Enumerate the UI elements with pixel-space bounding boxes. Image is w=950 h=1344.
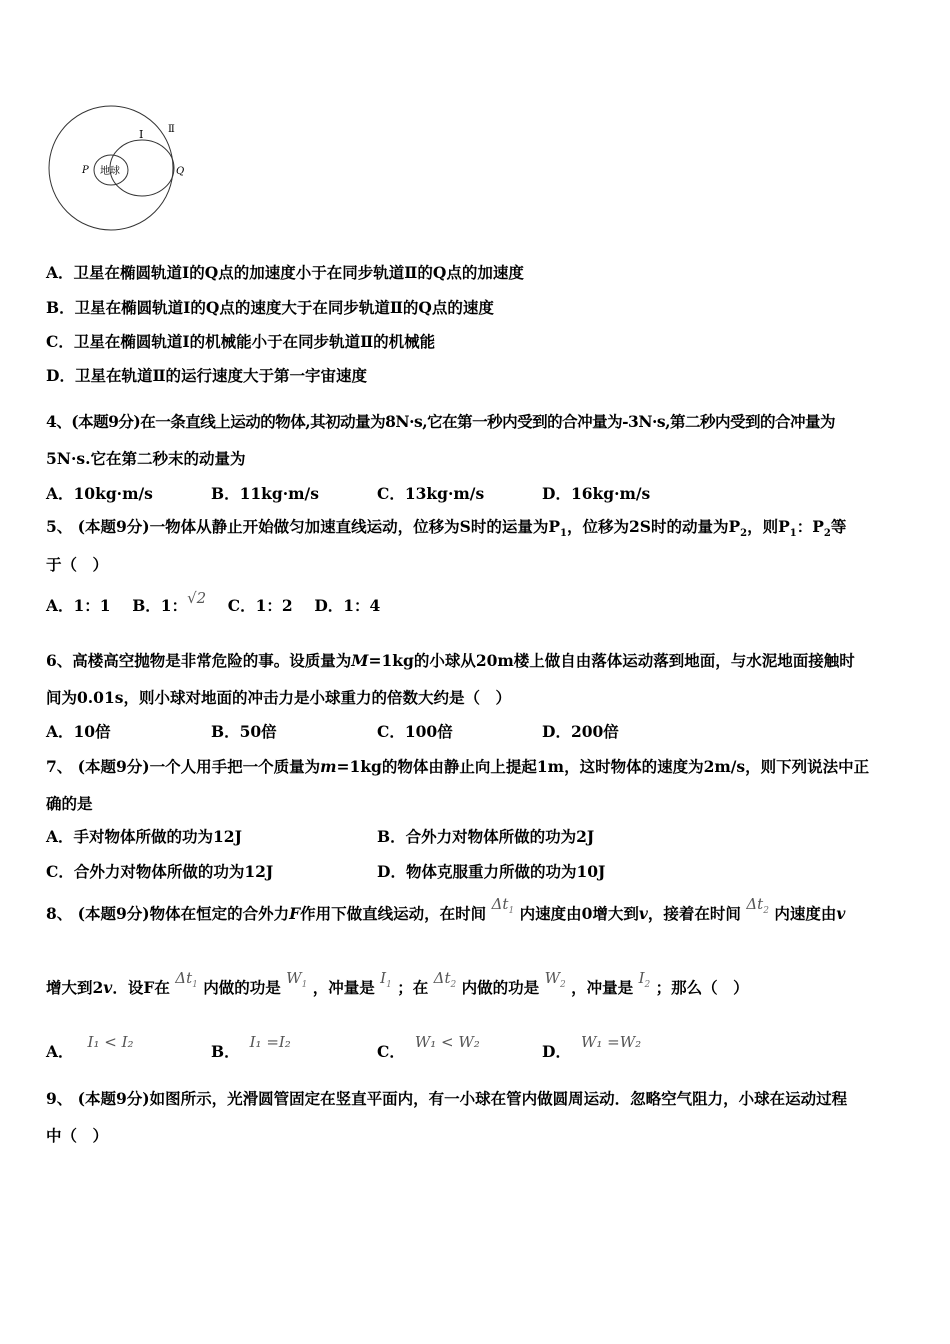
q3-option-b: B．卫星在椭圆轨道Ⅰ的Q点的速度大于在同步轨道Ⅱ的Q点的速度 bbox=[46, 298, 494, 317]
q3-option-c: C．卫星在椭圆轨道Ⅰ的机械能小于在同步轨道Ⅱ的机械能 bbox=[46, 332, 436, 351]
earth-label: 地球 bbox=[100, 166, 120, 177]
q5-option-d: D．1：4 bbox=[314, 596, 381, 615]
q4-stem-line2: 5N·s.它在第二秒末的动量为 bbox=[46, 449, 246, 468]
q9-stem-line2: 中（ ） bbox=[46, 1126, 109, 1145]
q7-stem-line1: 7、 (本题9分)一个人用手把一个质量为m=1kg的物体由静止向上提起1m，这时物体的速度为2m/s，则下列说法中正 bbox=[46, 757, 870, 776]
q3-option-a: A．卫星在椭圆轨道Ⅰ的Q点的加速度小于在同步轨道Ⅱ的Q点的加速度 bbox=[46, 263, 524, 282]
q8-stem-line2: 增大到2v．设F在 $\Delta t_1$ 内做的功是 $W_1$ ，冲量是 $I_1$ ；在 $\Delta t_2$ 内做的功是 $W_2$ ，冲量是 $I_2$ ；那么（ ） bbox=[46, 969, 749, 997]
q6-stem-line2: 间为0.01s，则小球对地面的冲击力是小球重力的倍数大约是（ ） bbox=[46, 688, 511, 707]
label-Q: Q bbox=[176, 166, 185, 177]
q5-option-c: C．1：2 bbox=[227, 596, 293, 615]
q4-stem-line1: 4、(本题9分)在一条直线上运动的物体,其初动量为8N·s,它在第一秒内受到的合冲量为-3N·s,第二秒内受到的合冲量为 bbox=[46, 412, 836, 431]
q4-option-a: A．10kg·m/s bbox=[46, 484, 153, 503]
q7-stem-line2: 确的是 bbox=[46, 794, 93, 813]
q5-options bbox=[46, 589, 381, 616]
q7-option-a: A．手对物体所做的功为12J bbox=[46, 827, 242, 846]
q8-option-b: B． I₁ =I₂ bbox=[211, 1033, 291, 1061]
q8-option-c: C． W₁ < W₂ bbox=[377, 1033, 480, 1061]
label-I: Ⅰ bbox=[139, 128, 144, 141]
q6-stem-line1: 6、高楼高空抛物是非常危险的事。设质量为M=1kg的小球从20m楼上做自由落体运动落到地面，与水泥地面接触时 bbox=[46, 651, 855, 670]
q7-option-b: B．合外力对物体所做的功为2J bbox=[377, 827, 595, 846]
q4-option-b: B．11kg·m/s bbox=[211, 484, 319, 503]
label-P: P bbox=[82, 165, 89, 176]
q6-option-d: D．200倍 bbox=[542, 722, 619, 741]
q8-option-a: A． I₁ < I₂ bbox=[46, 1033, 134, 1061]
q7-option-c: C．合外力对物体所做的功为12J bbox=[46, 862, 274, 881]
q3-option-d: D．卫星在轨道Ⅱ的运行速度大于第一宇宙速度 bbox=[46, 366, 368, 385]
q9-stem-line1: 9、 (本题9分)如图所示，光滑圆管固定在竖直平面内，有一小球在管内做圆周运动．忽略空气阻力，小球在运动过程 bbox=[46, 1089, 848, 1108]
q8-stem-line1: 8、 (本题9分)物体在恒定的合外力F作用下做直线运动，在时间 $\Delta t_1$ 内速度由0增大到v，接着在时间 $\Delta t_2$ 内速度由v bbox=[46, 895, 846, 923]
q6-option-a: A．10倍 bbox=[46, 722, 111, 741]
q5-option-a: A．1：1 bbox=[46, 596, 111, 615]
q8-dt2: $\Delta t_2$ bbox=[746, 895, 769, 916]
q5-stem-line1: 5、 (本题9分)一物体从静止开始做匀加速直线运动，位移为S时的运量为$P_1$，位移为2S时的动量为$P_2$，则$P_1$：$P_2$等 bbox=[46, 517, 847, 540]
q5-stem-line2: 于（ ） bbox=[46, 555, 109, 574]
q7-option-d: D．物体克服重力所做的功为10J bbox=[377, 862, 606, 881]
label-II: Ⅱ bbox=[168, 124, 175, 135]
q8-option-d: D． W₁ =W₂ bbox=[542, 1033, 642, 1061]
q8-dt1: $\Delta t_1$ bbox=[491, 895, 515, 916]
q5-option-b: B．1： bbox=[132, 596, 188, 615]
q4-option-d: D．16kg·m/s bbox=[542, 484, 651, 503]
q4-option-c: C．13kg·m/s bbox=[377, 484, 485, 503]
q5-option-b-math: √2 bbox=[187, 589, 207, 607]
q6-option-c: C．100倍 bbox=[377, 722, 453, 741]
orbit-diagram bbox=[46, 100, 206, 240]
q6-option-b: B．50倍 bbox=[211, 722, 277, 741]
